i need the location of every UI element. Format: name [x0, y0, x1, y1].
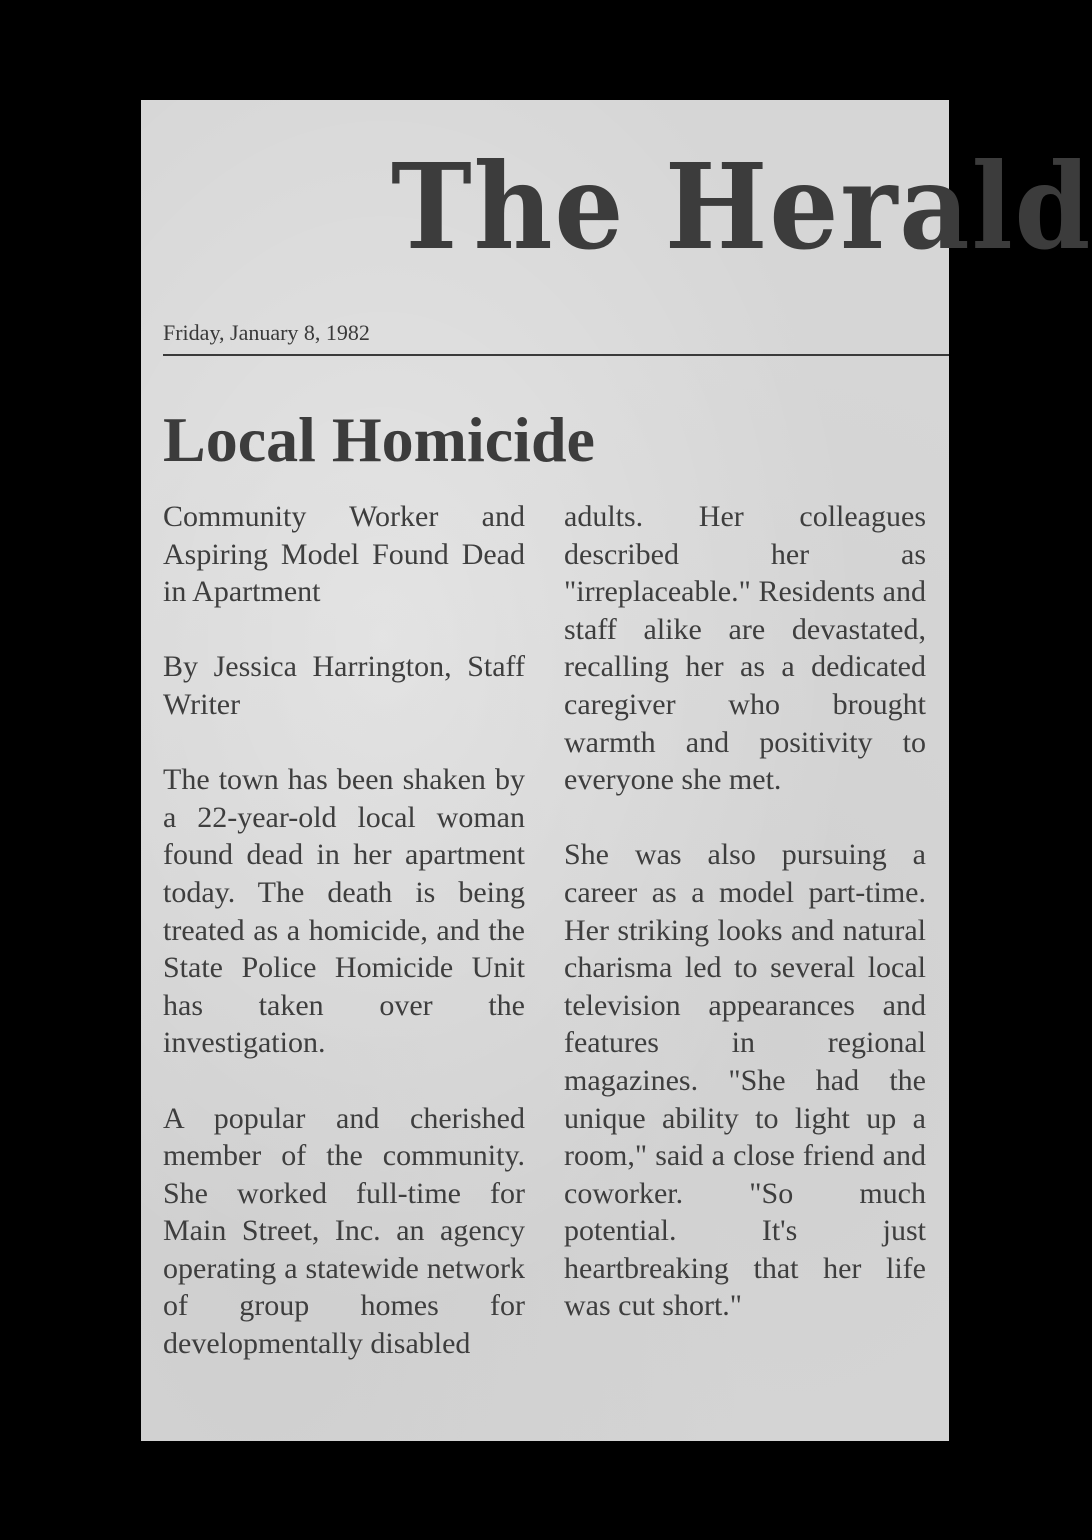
article-headline: Local Homicide [163, 404, 595, 475]
article-subheadline: Community Worker and Aspiring Model Found Dead in Apartment [163, 500, 525, 609]
masthead-title: The Herald [391, 137, 1092, 276]
issue-date: Friday, January 8, 1982 [163, 320, 370, 345]
article-column-left [163, 498, 525, 1363]
article-paragraph: The town has been shaken by a 22-year-old local woman found dead in her apartment today. The death is being treated as a homicide, and the State Police Homicide Unit has taken over the investigation. [163, 763, 525, 1060]
masthead-divider [163, 354, 949, 356]
article-paragraph: adults. Her colleagues described her as "irreplaceable." Residents and staff alike are devastated, recalling her as a dedicated caregiver who brought warmth and positivity to everyone she met. [564, 500, 926, 797]
article-column-right [564, 498, 926, 1325]
newspaper-page [141, 100, 1092, 1441]
article-byline: By Jessica Harrington, Staff Writer [163, 650, 525, 721]
article-paragraph: A popular and cherished member of the community. She worked full-time for Main Street, Inc. an agency operating a statewide network of group homes for developmentally disabled [163, 1101, 525, 1361]
article-paragraph: She was also pursuing a career as a model part-time. Her striking looks and natural charisma led to several local television appearances and features in regional magazines. "She had the unique ability to light up a room," said a close friend and coworker. "So much potential. It's just heartbreaking that her life was cut short." [564, 838, 926, 1323]
